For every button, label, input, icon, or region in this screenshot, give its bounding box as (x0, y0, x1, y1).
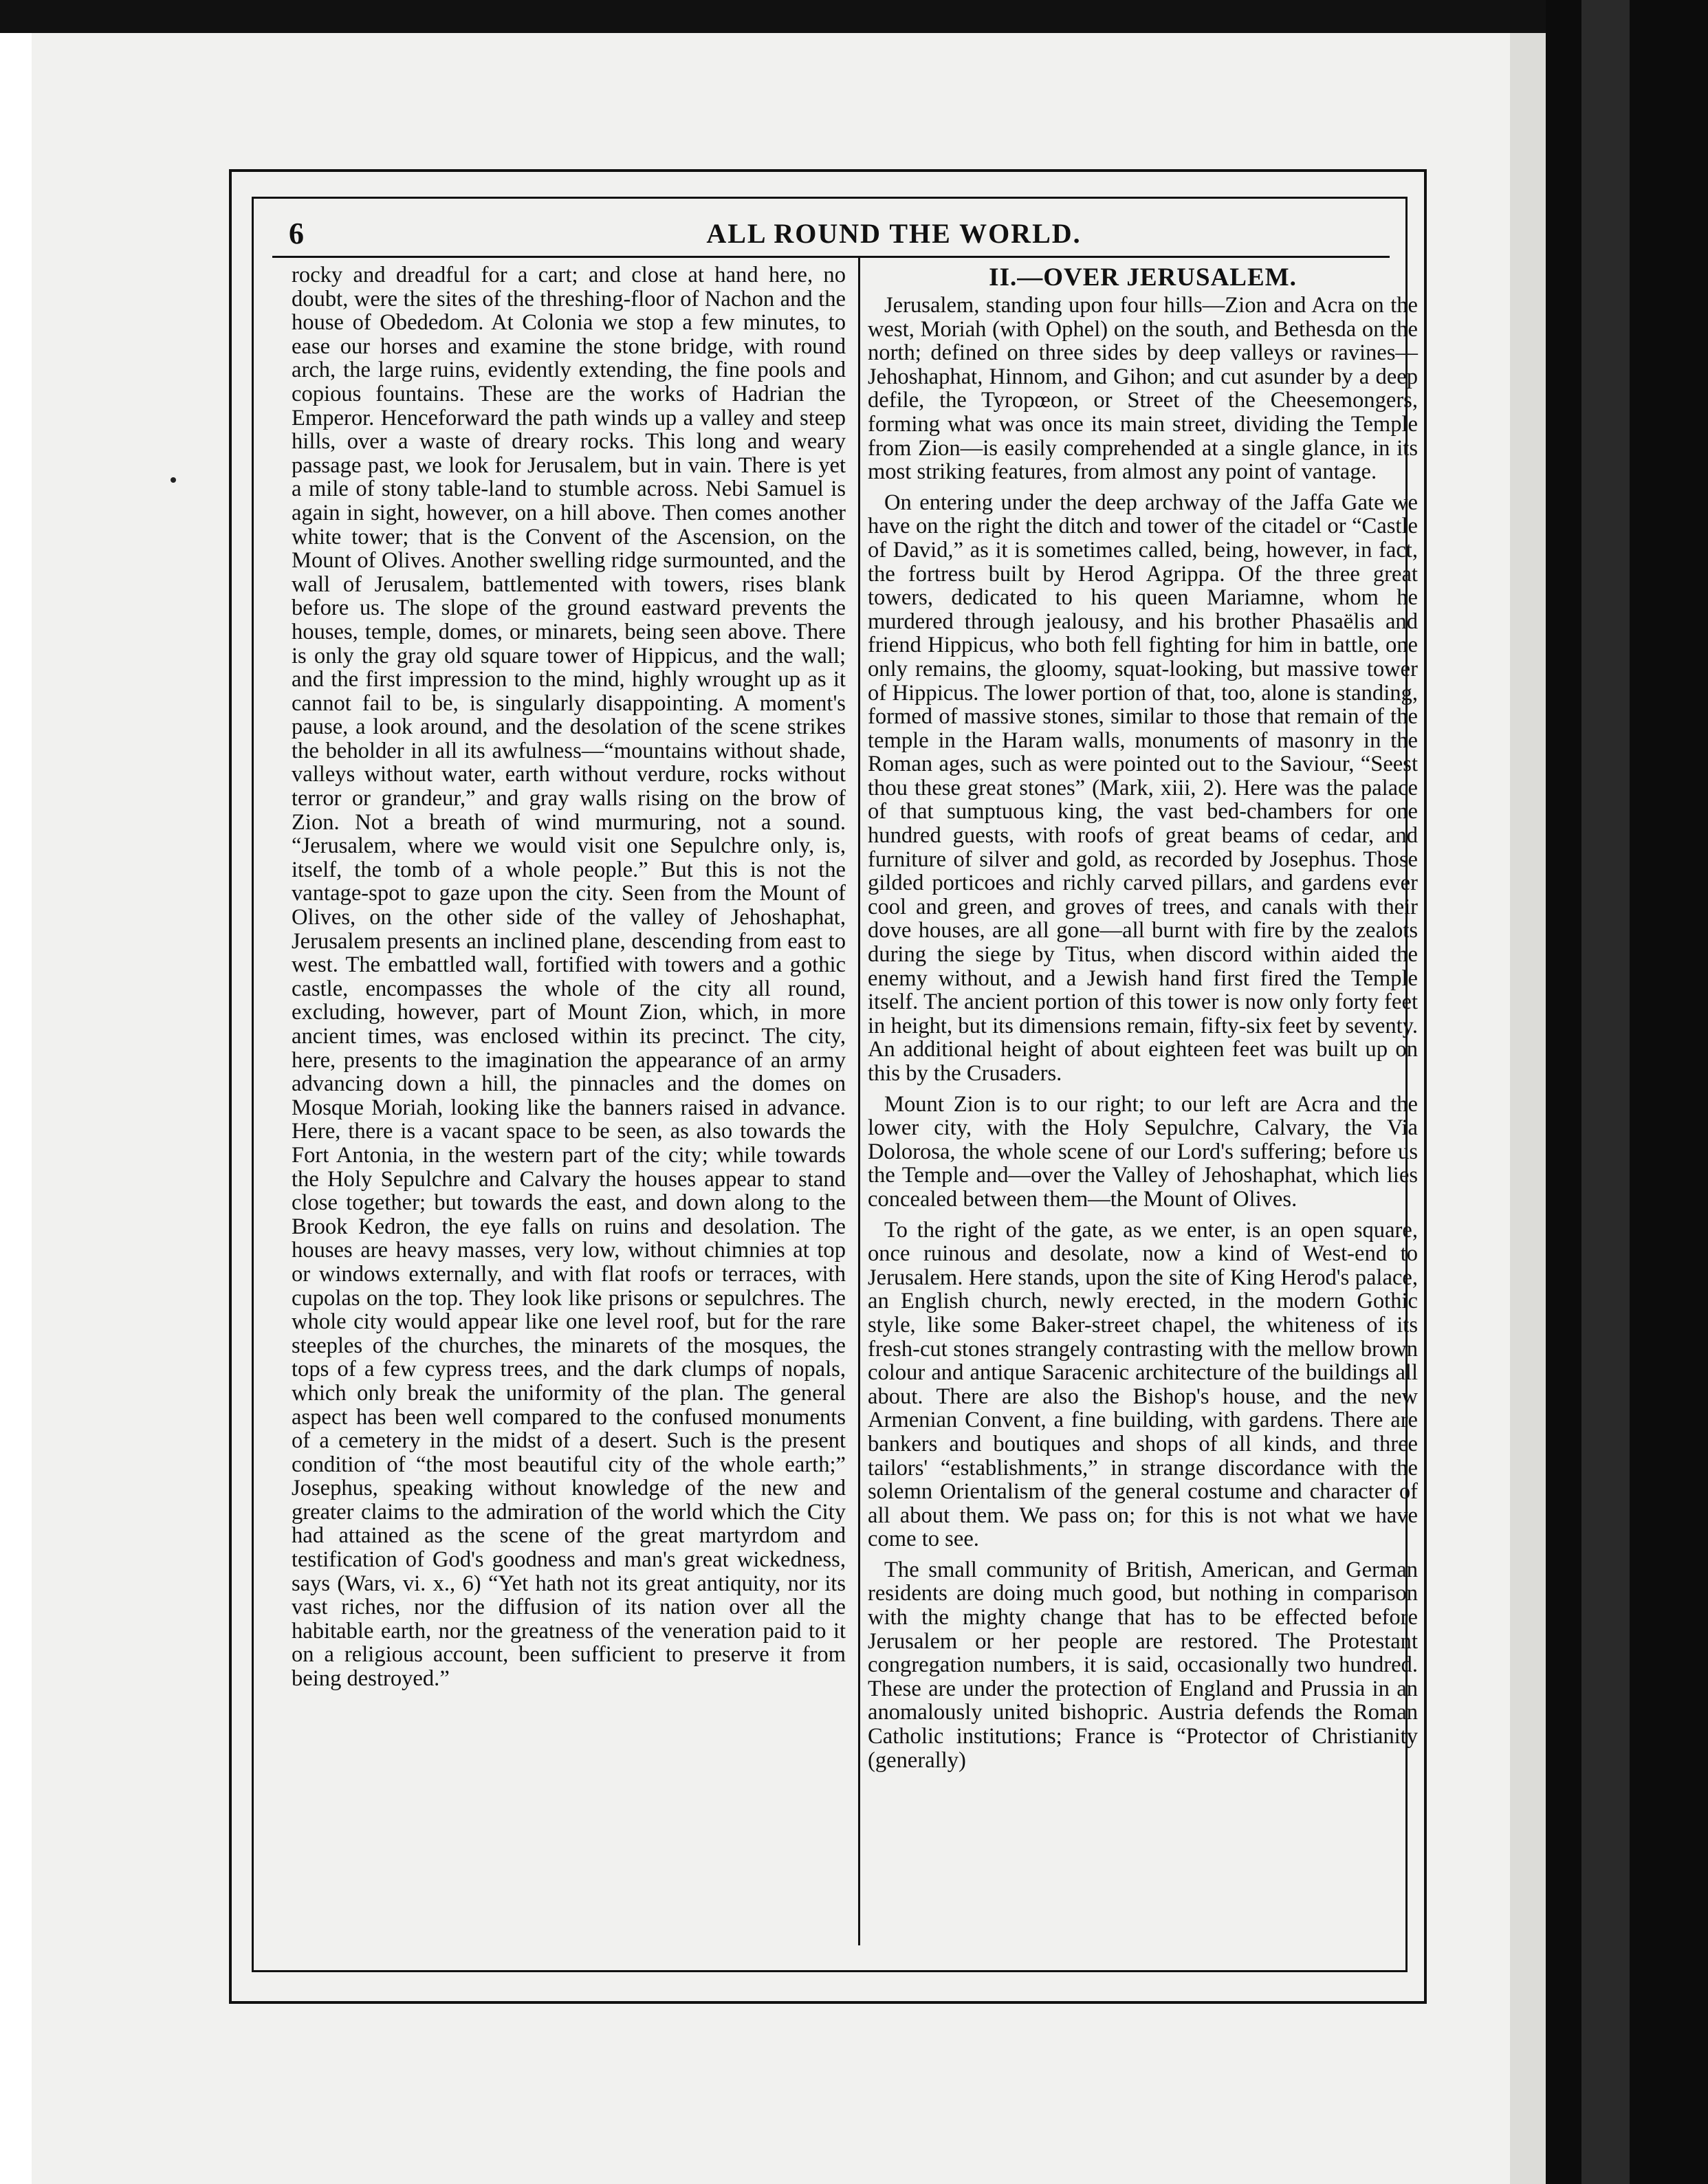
paragraph-2: On entering under the deep archway of the Jaffa Gate we have on the right the ditch and tower of the citadel or “Castle of David,” as it is sometimes called, being, however, in fact, the fortress built by Herod Agrippa. Of the three great towers, dedicated to his queen Mariamne, whom he murdered through jealousy, and his brother Phasaëlis and friend Hippicus, who both fell fighting for him in battle, one only remains, the gloomy, squat-looking, but massive tower of Hippicus. The lower portion of that, too, alone is standing, formed of massive stones, similar to those that remain of the temple in the Haram walls, monuments of masonry in the Roman ages, such as were pointed out to the Saviour, “Seest thou these great stones” (Mark, xiii, 2). Here was the palace of that sumptuous king, the vast bed-chambers for one hundred guests, with roofs of great beams of cedar, and furniture of silver and gold, as recorded by Josephus. Those gilded porticoes and richly carved pillars, and gardens ever cool and green, and groves of trees, and canals with their dove houses, are all gone—all burnt with fire by the zealots during the siege by Titus, when discord within aided the enemy without, and a Jewish hand first fired the Temple itself. The ancient portion of this tower is now only forty feet in height, but its dimensions remain, fifty-six feet by seventy. An additional height of about eighteen feet was built up on this by the Crusaders. (868, 490, 1418, 1086)
running-title: ALL ROUND THE WORLD. (706, 218, 1082, 249)
section-title: II.—OVER JERUSALEM. (989, 263, 1297, 292)
right-column (868, 263, 1418, 1779)
page-number: 6 (289, 217, 304, 250)
paragraph-4: To the right of the gate, as we enter, is an open square, once ruinous and desolate, now a kind of West-end to Jerusalem. Here stands, upon the site of King Herod's palace, an English church, newly erected, in the modern Gothic style, like some Baker-street chapel, the whiteness of its fresh-cut stones strangely contrasting with the mellow brown colour and antique Saracenic architecture of the buildings all about. There are also the Bishop's house, and the new Armenian Convent, a fine building, with gardens. There are bankers and boutiques and shops of all kinds, and three tailors' “establishments,” in strange discordance with the solemn Orientalism of the general costume and character of all about them. We pass on; for this is not what we have come to see. (868, 1217, 1418, 1552)
scan-top-border (0, 0, 1708, 33)
header-rule (272, 256, 1390, 258)
left-column-text: rocky and dreadful for a cart; and close at hand here, no doubt, were the sites of the threshing-floor of Nachon and the house of Obededom. At Colonia we stop a few minutes, to ease our horses and examine the stone bridge, with round arch, the large ruins, evidently extending, the fine pools and copious fountains. These are the works of Hadrian the Emperor. Henceforward the path winds up a valley and steep hills, over a waste of dreary rocks. This long and weary passage past, we look for Jerusalem, but in vain. There is yet a mile of stony table-land to stumble across. Nebi Samuel is again in sight, however, on a hill above. Then comes another white tower; that is the Convent of the Ascension, on the Mount of Olives. Another swelling ridge surmounted, and the wall of Jerusalem, battlemented with towers, rises blank before us. The slope of the ground eastward prevents the houses, temple, domes, or minarets, being seen above. There is only the gray old square tower of Hippicus, and the wall; and the first impression to the mind, highly wrought up as it cannot fail to be, is singularly disappointing. A moment's pause, a look around, and the desolation of the scene strikes the beholder in all its awfulness—“mountains without shade, valleys without water, earth without verdure, rocks without terror or grandeur,” and gray walls rising on the brow of Zion. Not a breath of wind murmuring, not a sound. “Jerusalem, where we would visit one Sepulchre only, is, itself, the tomb of a whole people.” But this is not the vantage-spot to gaze upon the city. Seen from the Mount of Olives, on the other side of the valley of Jehoshaphat, Jerusalem presents an inclined plane, descending from east to west. The embattled wall, fortified with towers and a gothic castle, encompasses the whole of the city all round, excluding, however, part of Mount Zion, which, in more ancient times, was enclosed within its precinct. The city, here, presents to the imagination the appearance of an army advancing down a hill, the pinnacles and the domes on Mosque Moriah, looking like the banners raised in advance. Here, there is a vacant space to be seen, as also towards the Fort Antonia, in the western part of the city; while towards the Holy Sepulchre and Calvary the houses appear to stand close together; but towards the east, and down along to the Brook Kedron, the eye falls on ruins and desolation. The houses are heavy masses, very low, without chimnies at top or windows externally, and with flat roofs or terraces, with cupolas on the top. They look like prisons or sepulchres. The whole city would appear like one level roof, but for the rare steeples of the churches, the minarets of the mosques, the tops of a few cypress trees, and the dark clumps of nopals, which only break the uniformity of the plan. The general aspect has been well compared to the confused monuments of a cemetery in the midst of a desert. Such is the present condition of “the most beautiful city of the whole earth;” Josephus, speaking without knowledge of the new and greater claims to the admiration of the world which the City had attained as the scene of the great martyrdom and testification of God's goodness and man's great wickedness, says (Wars, vi. x., 6) “Yet hath not its great antiquity, nor its vast riches, nor the diffusion of its nation over all the habitable earth, nor the greatness of the veneration paid to it on a religious account, been sufficient to preserve it from being destroyed.” (292, 263, 846, 1692)
ink-speck (171, 477, 176, 483)
paragraph-1: Jerusalem, standing upon four hills—Zion and Acra on the west, Moriah (with Ophel) on the south, and Bethesda on the north; defined on three sides by deep valleys or ravines—Jehoshaphat, Hinnom, and Gihon; and cut asunder by a deep defile, the Tyropœon, or Street of the Cheesemongers, forming what was once its main street, dividing the Temple from Zion—is easily comprehended at a single glance, in its most striking features, from almost any point of vantage. (868, 293, 1418, 485)
paragraph-3: Mount Zion is to our right; to our left are Acra and the lower city, with the Holy Sepulchre, Calvary, the Via Dolorosa, the whole scene of our Lord's suffering; before us the Temple and—over the Valley of Jehoshaphat, which lies concealed between them—the Mount of Olives. (868, 1091, 1418, 1212)
left-column (292, 263, 846, 1691)
column-divider (858, 258, 860, 1945)
page-edge (1510, 33, 1546, 2184)
paragraph-5: The small community of British, American, and German residents are doing much good, but nothing in comparison with the mighty change that has to be effected before Jerusalem or her people are restored. The Protestant congregation numbers, it is said, occasionally two hundred. These are under the protection of England and Prussia in an anomalously united bishopric. Austria defends the Roman Catholic institutions; France is “Protector of Christianity (generally) (868, 1557, 1418, 1773)
book-spine-shadow (1581, 0, 1630, 2184)
